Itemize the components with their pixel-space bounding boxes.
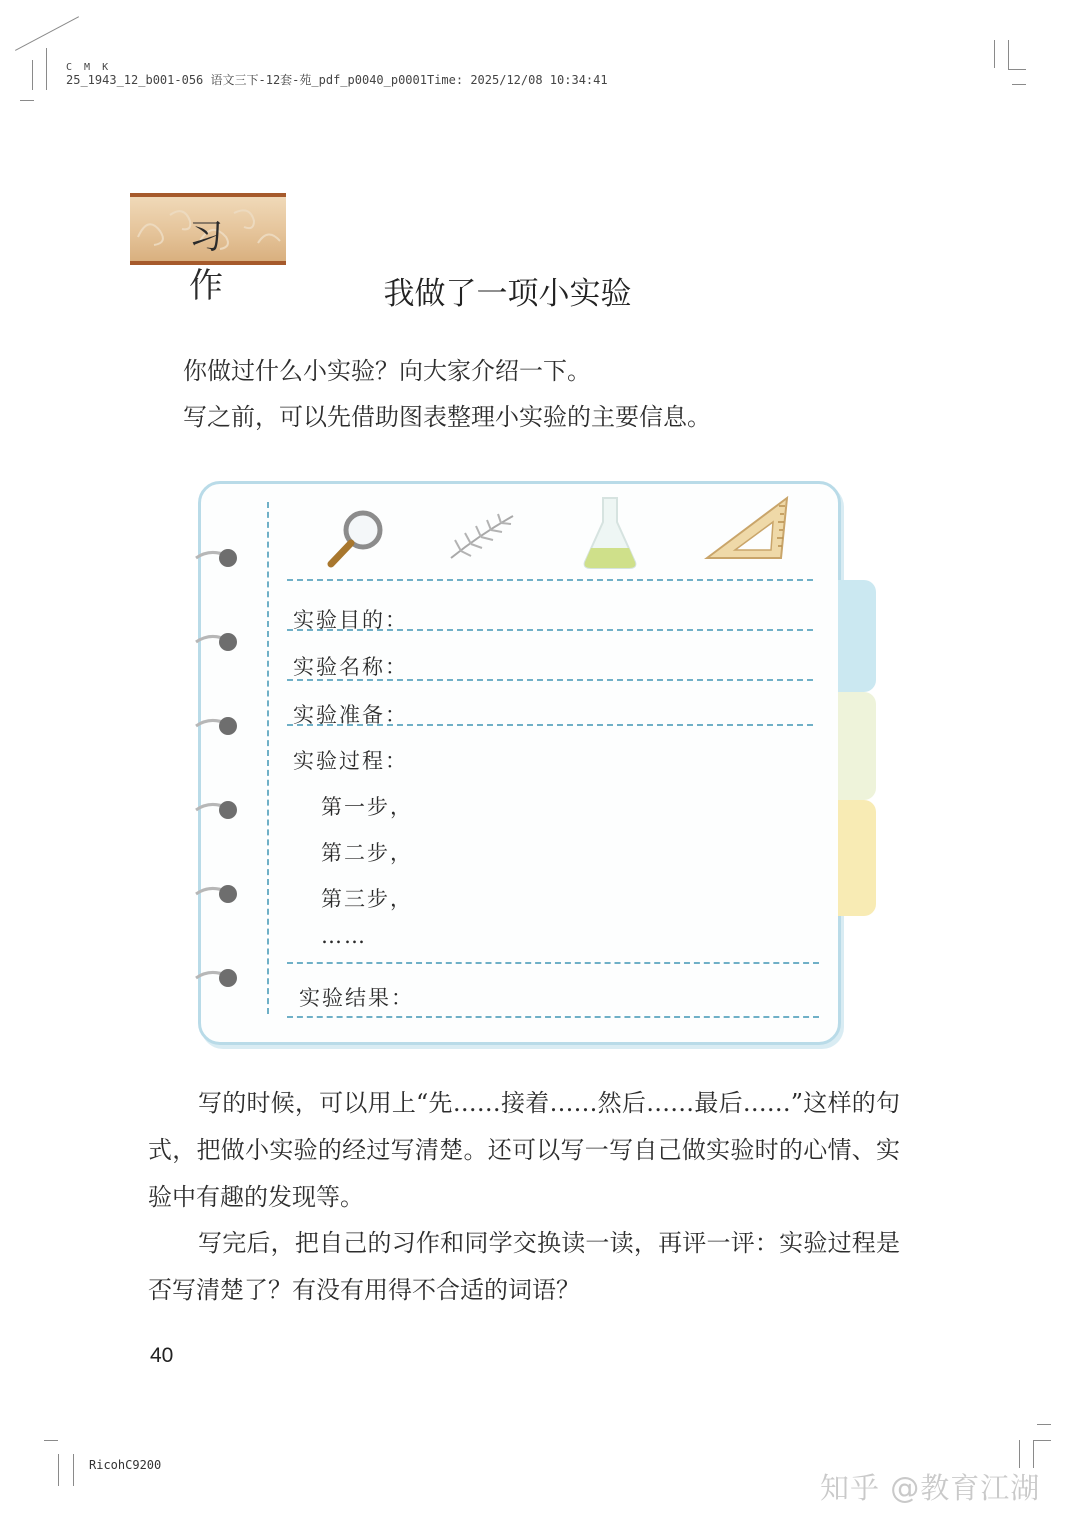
crop-mark <box>1012 84 1026 85</box>
cmyk-label: C M K <box>66 62 112 73</box>
crop-mark <box>1033 1440 1034 1468</box>
fern-leaf-icon <box>441 506 521 566</box>
body-paragraph-1: 写的时候，可以用上“先……接着……然后……最后……”这样的句式，把做小实验的经过写清楚。还可以写一写自己做实验时的心情、实验中有趣的发现等。 <box>148 1089 900 1211</box>
intro-line-1: 你做过什么小实验？向大家介绍一下。 <box>183 357 591 385</box>
step-1: 第一步， <box>321 795 413 819</box>
crop-mark <box>1037 1424 1051 1425</box>
crop-mark <box>994 40 995 68</box>
notebook-tab-1 <box>838 580 876 692</box>
margin-line <box>267 502 269 1014</box>
crop-mark <box>44 1440 58 1441</box>
section-badge <box>130 193 286 306</box>
crop-mark <box>20 100 34 101</box>
crop-mark <box>1033 1440 1051 1441</box>
file-info: 25_1943_12_b001-056 语文三下-12套-苑_pdf_p0040_p0001Time: 2025/12/08 10:34:41 <box>66 73 608 87</box>
field-purpose: 实验目的： <box>293 608 408 632</box>
experiment-notebook <box>198 481 841 1045</box>
printer-label: RicohC9200 <box>89 1458 162 1472</box>
divider-line <box>287 962 819 964</box>
magnifier-icon <box>321 504 391 574</box>
spiral-binding <box>190 540 250 1000</box>
body-paragraph-2: 写完后，把自己的习作和同学交换读一读，再评一评：实验过程是否写清楚了？有没有用得不合适的词语？ <box>148 1229 900 1304</box>
crop-mark <box>1019 1440 1020 1468</box>
field-preparation: 实验准备： <box>293 703 408 727</box>
field-name: 实验名称： <box>293 655 408 679</box>
divider-line <box>287 579 813 581</box>
field-result: 实验结果： <box>299 986 414 1010</box>
page-title: 我做了一项小实验 <box>383 276 632 312</box>
watermark: 知乎 @教育江湖 <box>820 1471 1041 1505</box>
crop-mark <box>32 60 33 90</box>
crop-mark <box>73 1454 74 1486</box>
intro-line-2: 写之前，可以先借助图表整理小实验的主要信息。 <box>183 403 711 431</box>
triangle-ruler-icon <box>701 494 793 564</box>
field-process: 实验过程： <box>293 749 408 773</box>
crop-mark <box>46 48 47 90</box>
crop-mark <box>58 1454 59 1486</box>
flask-icon <box>579 492 641 572</box>
crop-mark <box>1008 40 1009 70</box>
step-3: 第三步， <box>321 887 413 911</box>
notebook-tab-3 <box>838 800 876 916</box>
notebook-tab-2 <box>838 692 876 800</box>
section-badge-label: 习 作 <box>189 217 249 306</box>
page-number: 40 <box>150 1344 174 1367</box>
print-header <box>66 62 608 86</box>
crop-mark <box>15 16 79 51</box>
crop-mark <box>1008 69 1026 70</box>
divider-line <box>287 1016 819 1018</box>
step-ellipsis: …… <box>321 924 367 948</box>
step-2: 第二步， <box>321 841 413 865</box>
